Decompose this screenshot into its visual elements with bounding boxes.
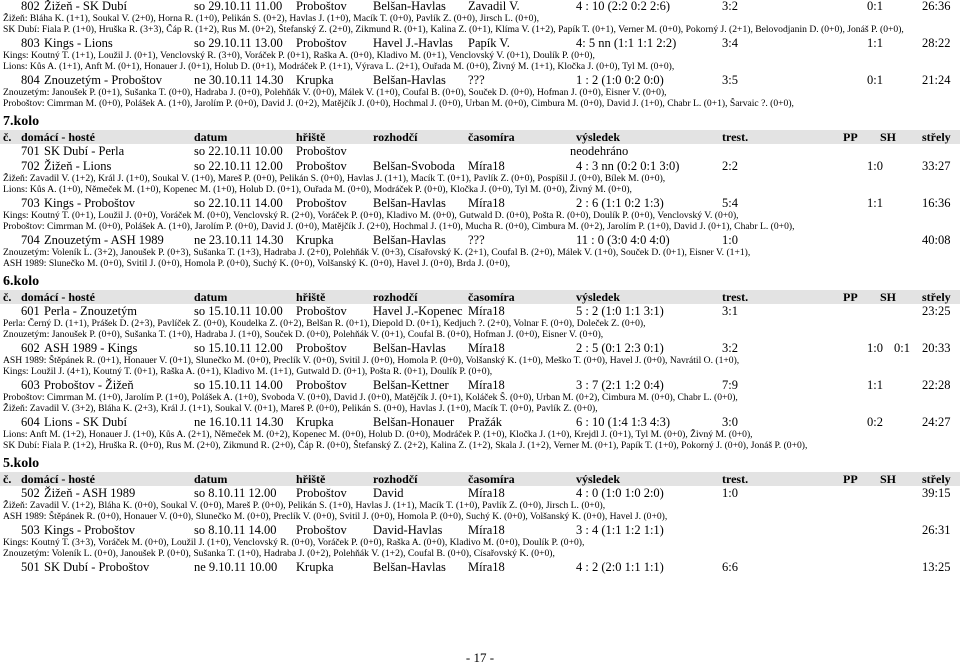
match-penalties: 1:0 xyxy=(722,486,738,500)
match-num: 804 xyxy=(21,73,40,87)
match-shots: 39:15 xyxy=(922,486,951,500)
header-vysledek: výsledek xyxy=(576,472,621,486)
match-teams: SK Dubí - Proboštov xyxy=(44,560,150,574)
match-teams: Proboštov - Žižeň xyxy=(44,378,134,392)
match-timekeeper: Míra18 xyxy=(468,560,505,574)
match-row xyxy=(0,74,960,87)
match-row xyxy=(0,160,960,173)
match-num: 502 xyxy=(21,486,40,500)
match-num: 503 xyxy=(21,523,40,537)
header-datum: datum xyxy=(194,130,228,144)
match-timekeeper: Míra18 xyxy=(468,341,505,355)
match-shots: 24:27 xyxy=(922,415,951,429)
match-penalties: 3:2 xyxy=(722,341,738,355)
match-result: 2 : 5 (0:1 2:3 0:1) xyxy=(576,341,664,355)
match-num: 701 xyxy=(21,144,40,158)
match-num: 803 xyxy=(21,36,40,50)
match-penalties: 6:6 xyxy=(722,560,738,574)
match-venue: Proboštov xyxy=(296,378,347,392)
round-title: 7.kolo xyxy=(3,114,40,129)
match-venue: Proboštov xyxy=(296,144,347,158)
match-date: so 22.10.11 12.00 xyxy=(194,159,283,173)
match-timekeeper: Míra18 xyxy=(468,159,505,173)
lineup-line: Žižeň: Zavadil V. (1+2), Král J. (1+0), Soukal V. (1+0), Mareš P. (0+0), Pelikán S. (0+0), Havlas J. (1+1), Macík T. (0+1), Pavlík Z. (0+0), Pospíšil J. (0+0), Bílek M. (0+0), xyxy=(3,173,666,184)
header-trest: trest. xyxy=(722,290,749,304)
match-timekeeper: ??? xyxy=(468,73,485,87)
match-teams: Žižeň - ASH 1989 xyxy=(44,486,136,500)
match-timekeeper: Zavadil V. xyxy=(468,0,520,13)
match-teams: Perla - Znouzetým xyxy=(44,304,138,318)
match-referee: David xyxy=(373,486,404,500)
match-row xyxy=(0,342,960,355)
header-domaci-hoste: domácí - hosté xyxy=(21,472,95,486)
header-casomira: časomíra xyxy=(468,290,515,304)
match-referee: Belšan-Svoboda xyxy=(373,159,455,173)
match-row xyxy=(0,37,960,50)
match-referee: David-Havlas xyxy=(373,523,443,537)
match-teams: Kings - Lions xyxy=(44,36,113,50)
match-venue: Proboštov xyxy=(296,486,347,500)
match-shots: 26:36 xyxy=(922,0,951,13)
match-shots: 33:27 xyxy=(922,159,951,173)
match-penalties: 3:4 xyxy=(722,36,738,50)
match-date: ne 30.10.11 14.30 xyxy=(194,73,284,87)
page-number: - 17 - xyxy=(465,650,495,665)
header-domaci-hoste: domácí - hosté xyxy=(21,130,95,144)
match-row xyxy=(0,416,960,429)
match-row xyxy=(0,0,960,13)
header-rozhodci: rozhodčí xyxy=(373,472,418,486)
lineup-line: Lions: Anft M. (1+2), Honauer J. (1+0), Kůs A. (2+1), Němeček M. (0+2), Kopenec M. (0+0), Holub D. (0+0), Modráček P. (1+0), Kločka J. (1+0), Krejdl J. (0+1), Tyl M. (0+0), Živný M. (0+0), xyxy=(3,429,753,440)
match-referee: Havel J.-Kopenec xyxy=(373,304,463,318)
match-pp: 1:1 xyxy=(867,196,883,210)
match-penalties: 3:0 xyxy=(722,415,738,429)
match-shots: 20:33 xyxy=(922,341,951,355)
header-pp: PP xyxy=(843,290,858,304)
match-venue: Proboštov xyxy=(296,196,347,210)
header-sh: SH xyxy=(880,130,897,144)
match-shots: 22:28 xyxy=(922,378,951,392)
match-result: 3 : 7 (2:1 1:2 0:4) xyxy=(576,378,664,392)
lineup-line: Proboštov: Cimrman M. (0+0), Polášek A. (1+0), Jarolím P. (0+0), David J. (0+0), Matějčík J. (2+0), Hochmal J. (1+0), Mucha R. (0+0), Cimbura M. (0+2), Jarolím P. (1+0), David J. (0+1), Chabr L. (0+0), xyxy=(3,221,795,232)
match-shots: 21:24 xyxy=(922,73,951,87)
match-row xyxy=(0,379,960,392)
header-trest: trest. xyxy=(722,472,749,486)
match-num: 604 xyxy=(21,415,40,429)
match-result: 2 : 6 (1:1 0:2 1:3) xyxy=(576,196,664,210)
match-timekeeper: Pražák xyxy=(468,415,503,429)
match-row xyxy=(0,305,960,318)
match-shots: 26:31 xyxy=(922,523,951,537)
match-venue: Proboštov xyxy=(296,341,347,355)
match-result: 4: 5 nn (1:1 1:1 2:2) xyxy=(576,36,677,50)
match-sh: 0:1 xyxy=(894,341,910,355)
match-teams: Lions - SK Dubí xyxy=(44,415,127,429)
match-venue: Krupka xyxy=(296,73,334,87)
round-title: 5.kolo xyxy=(3,456,40,471)
match-row xyxy=(0,524,960,537)
match-teams: Kings - Proboštov xyxy=(44,196,135,210)
match-referee: Belšan-Havlas xyxy=(373,233,446,247)
match-shots: 16:36 xyxy=(922,196,951,210)
match-result: 1 : 2 (1:0 0:2 0:0) xyxy=(576,73,664,87)
header-vysledek: výsledek xyxy=(576,130,621,144)
match-teams: Znouzetým - Proboštov xyxy=(44,73,163,87)
match-pp: 0:1 xyxy=(867,73,883,87)
match-date: so 8.10.11 14.00 xyxy=(194,523,277,537)
lineup-line: Kings: Koutný T. (0+1), Loužil J. (0+0), Voráček M. (0+0), Venclovský R. (2+0), Voráček P. (0+0), Kladivo M. (0+0), Gutwald D. (0+0), Pošta R. (0+0), Doulík P. (0+0), Venclovský V. (0+0), xyxy=(3,210,739,221)
header-c: č. xyxy=(3,130,12,144)
header-hriste: hřiště xyxy=(296,472,326,486)
header-casomira: časomíra xyxy=(468,130,515,144)
column-header-row xyxy=(0,290,960,304)
header-casomira: časomíra xyxy=(468,472,515,486)
match-referee: Belšan-Havlas xyxy=(373,73,446,87)
match-row xyxy=(0,234,960,247)
header-datum: datum xyxy=(194,472,228,486)
lineup-line: Kings: Koutný T. (1+1), Loužil J. (0+1), Venclovský R. (3+0), Voráček P. (0+1), Raška A. (0+0), Kladivo M. (0+1), Venclovský V. (0+1), Doulík P. (0+0), xyxy=(3,50,595,61)
match-teams: Žižeň - Lions xyxy=(44,159,112,173)
match-date: so 8.10.11 12.00 xyxy=(194,486,277,500)
header-rozhodci: rozhodčí xyxy=(373,290,418,304)
column-header-row xyxy=(0,130,960,144)
match-teams: SK Dubí - Perla xyxy=(44,144,125,158)
header-hriste: hřiště xyxy=(296,290,326,304)
header-sh: SH xyxy=(880,472,897,486)
lineup-line: Lions: Kůs A. (1+0), Němeček M. (1+0), Kopenec M. (1+0), Holub D. (0+1), Ouřada M. (0+0), Modráček P. (0+0), Kločka J. (0+0), Tyl M. (0+0), Živný M. (0+0), xyxy=(3,184,632,195)
match-penalties: 3:1 xyxy=(722,304,738,318)
match-venue: Proboštov xyxy=(296,36,347,50)
match-venue: Krupka xyxy=(296,560,334,574)
lineup-line: Lions: Kůs A. (1+1), Anft M. (0+1), Honauer J. (0+1), Holub D. (0+1), Modráček P. (1+1), Výrava L. (2+1), Ouřada M. (0+0), Živný M. (1+1), Kločka J. (0+0), Tyl M. (0+0), xyxy=(3,61,675,72)
match-referee: Belšan-Havlas xyxy=(373,196,446,210)
match-referee: Havel J.-Havlas xyxy=(373,36,453,50)
match-timekeeper: Míra18 xyxy=(468,486,505,500)
header-strely: střely xyxy=(922,130,951,144)
lineup-line: Kings: Koutný T. (3+3), Voráček M. (0+0), Loužil J. (1+0), Venclovský R. (0+0), Voráček P. (0+0), Raška A. (0+0), Kladivo M. (0+0), Doulík P. (0+0), xyxy=(3,537,585,548)
lineup-line: SK Dubí: Fiala P. (1+2), Hruška R. (0+0), Rus M. (2+0), Zikmund R. (2+0), Čáp R. (0+0), Štefanský Z. (2+2), Kalina Z. (1+2), Skala J. (1+2), Verner M. (0+1), Papík T. (1+0), Pokorný J. (0+0), Jonáš P. (0+0), xyxy=(3,440,808,451)
match-date: so 29.10.11 11.00 xyxy=(194,0,283,13)
match-teams: ASH 1989 - Kings xyxy=(44,341,138,355)
match-date: ne 23.10.11 14.30 xyxy=(194,233,284,247)
header-pp: PP xyxy=(843,130,858,144)
match-date: so 22.10.11 14.00 xyxy=(194,196,283,210)
match-num: 704 xyxy=(21,233,40,247)
lineup-line: Znouzetým: Voleník L. (0+0), Janoušek P. (0+0), Sušanka T. (1+0), Hadraba J. (0+2), Polehňák V. (1+2), Coufal B. (0+0), Císařovský K. (0+0), xyxy=(3,548,555,559)
lineup-line: ASH 1989: Slunečko M. (0+0), Svitil J. (0+0), Homola P. (0+0), Suchý K. (0+0), Volšanský K. (0+0), Havel J. (0+0), Brda J. (0+0), xyxy=(3,258,511,269)
match-timekeeper: Míra18 xyxy=(468,378,505,392)
match-num: 601 xyxy=(21,304,40,318)
match-timekeeper: Papík V. xyxy=(468,36,510,50)
match-date: so 15.10.11 10.00 xyxy=(194,304,283,318)
lineup-line: Žižeň: Zavadil V. (1+2), Bláha K. (0+0), Soukal V. (0+0), Mareš P. (0+0), Pelikán S. (1+0), Havlas J. (1+1), Macík T. (1+0), Pavlík Z. (0+0), Jirsch L. (0+0), xyxy=(3,500,606,511)
match-num: 501 xyxy=(21,560,40,574)
lineup-line: Perla: Černý D. (1+1), Prášek D. (2+3), Pavlíček Z. (0+0), Koudelka Z. (0+2), Belšan R. (0+1), Diepold D. (0+1), Kedjuch ?. (2+0), Volnar F. (0+0), Doleček Z. (0+0), xyxy=(3,318,646,329)
lineup-line: Proboštov: Cimrman M. (0+0), Polášek A. (1+0), Jarolím P. (0+0), David J. (0+2), Matějčík J. (0+0), Hochmal J. (0+0), Urban M. (0+0), Cimbura M. (0+0), David J. (1+0), Chabr L. (0+1), Šarvaic ?. (0+0), xyxy=(3,98,794,109)
match-shots: 13:25 xyxy=(922,560,951,574)
match-result: 5 : 2 (1:0 1:1 3:1) xyxy=(576,304,664,318)
match-venue: Krupka xyxy=(296,415,334,429)
header-strely: střely xyxy=(922,472,951,486)
match-date: so 29.10.11 13.00 xyxy=(194,36,283,50)
round-title: 6.kolo xyxy=(3,274,40,289)
match-result: 6 : 10 (1:4 1:3 4:3) xyxy=(576,415,671,429)
lineup-line: ASH 1989: Štěpánek R. (0+0), Honauer V. (0+0), Slunečko M. (0+0), Preclík V. (0+0), Svitil J. (0+0), Homola P. (0+0), Suchý K. (0+0), Volšanský K. (0+0), Havel J. (0+0), xyxy=(3,511,668,522)
match-penalties: 5:4 xyxy=(722,196,738,210)
match-result: 4 : 3 nn (0:2 0:1 3:0) xyxy=(576,159,680,173)
match-referee: Belšan-Havlas xyxy=(373,0,446,13)
header-trest: trest. xyxy=(722,130,749,144)
match-row xyxy=(0,145,960,158)
header-sh: SH xyxy=(880,290,897,304)
match-referee: Belšan-Kettner xyxy=(373,378,449,392)
match-penalties: 2:2 xyxy=(722,159,738,173)
match-pp: 1:0 xyxy=(867,341,883,355)
lineup-line: Žižeň: Bláha K. (1+1), Soukal V. (2+0), Horna R. (1+0), Pelikán S. (0+2), Havlas J. (1+0), Macík T. (0+0), Pavlík Z. (0+0), Jirsch L. (0+0), xyxy=(3,13,540,24)
match-venue: Proboštov xyxy=(296,0,347,13)
match-penalties: 3:2 xyxy=(722,0,738,13)
match-timekeeper: ??? xyxy=(468,233,485,247)
lineup-line: ASH 1989: Štěpánek R. (0+1), Honauer V. (0+1), Slunečko M. (0+0), Preclík V. (0+0), Svitil J. (0+0), Homola P. (0+0), Volšanský K. (1+0), Meško T. (0+0), Havel J. (0+0), Navrátil O. (1+0), xyxy=(3,355,740,366)
match-result: neodehráno xyxy=(570,144,629,158)
header-vysledek: výsledek xyxy=(576,290,621,304)
match-num: 603 xyxy=(21,378,40,392)
lineup-line: SK Dubí: Fiala P. (1+0), Hruška R. (3+3), Čáp R. (1+2), Rus M. (0+2), Štefanský Z. (2+0), Zikmund R. (0+1), Kalina Z. (0+1), Klíma V. (1+2), Papík T. (0+1), Verner M. (0+0), Pokorný J. (2+1), Belovodjanin D. (0+0), Jonáš P. (0+0), xyxy=(3,24,904,35)
match-penalties: 1:0 xyxy=(722,233,738,247)
match-referee: Belšan-Havlas xyxy=(373,341,446,355)
match-venue: Proboštov xyxy=(296,523,347,537)
match-result: 4 : 0 (1:0 1:0 2:0) xyxy=(576,486,664,500)
match-shots: 40:08 xyxy=(922,233,951,247)
match-penalties: 7:9 xyxy=(722,378,738,392)
column-header-row xyxy=(0,472,960,486)
match-num: 703 xyxy=(21,196,40,210)
match-teams: Znouzetým - ASH 1989 xyxy=(44,233,164,247)
match-date: ne 16.10.11 14.30 xyxy=(194,415,284,429)
match-pp: 1:1 xyxy=(867,36,883,50)
match-referee: Belšan-Honauer xyxy=(373,415,455,429)
match-num: 802 xyxy=(21,0,40,13)
match-result: 3 : 4 (1:1 1:2 1:1) xyxy=(576,523,664,537)
match-date: so 22.10.11 10.00 xyxy=(194,144,283,158)
match-date: ne 9.10.11 10.00 xyxy=(194,560,278,574)
match-penalties: 3:5 xyxy=(722,73,738,87)
match-result: 4 : 2 (2:0 1:1 1:1) xyxy=(576,560,664,574)
match-result: 4 : 10 (2:2 0:2 2:6) xyxy=(576,0,671,13)
match-row xyxy=(0,197,960,210)
match-timekeeper: Míra18 xyxy=(468,196,505,210)
match-row xyxy=(0,487,960,500)
match-venue: Krupka xyxy=(296,233,334,247)
lineup-line: Znouzetým: Janoušek P. (0+0), Sušanka T. (1+0), Hadraba J. (1+0), Souček D. (0+0), Polehňák V. (0+1), Coufal B. (0+0), Hofman J. (0+0), Eisner V. (0+0), xyxy=(3,329,604,340)
header-c: č. xyxy=(3,290,12,304)
match-date: so 15.10.11 12.00 xyxy=(194,341,283,355)
match-shots: 28:22 xyxy=(922,36,951,50)
lineup-line: Znouzetým: Voleník L. (3+2), Janoušek P. (0+3), Sušanka T. (1+3), Hadraba J. (2+0), Polehňák V. (0+3), Císařovský K. (2+1), Coufal B. (2+0), Málek V. (1+0), Souček D. (0+1), Eisner V. (1+1), xyxy=(3,247,751,258)
header-datum: datum xyxy=(194,290,228,304)
match-pp: 1:1 xyxy=(867,378,883,392)
lineup-line: Proboštov: Cimrman M. (1+0), Jarolím P. (1+0), Polášek A. (1+0), Svoboda V. (0+0), David J. (0+0), Matějčík J. (0+1), Koláček Š. (0+0), Urban M. (0+2), Cimbura M. (0+0), Chabr L. (0+0), xyxy=(3,392,738,403)
match-pp: 0:1 xyxy=(867,0,883,13)
match-shots: 23:25 xyxy=(922,304,951,318)
match-referee: Belšan-Havlas xyxy=(373,560,446,574)
header-pp: PP xyxy=(843,472,858,486)
match-row xyxy=(0,561,960,574)
match-pp: 0:2 xyxy=(867,415,883,429)
match-teams: Kings - Proboštov xyxy=(44,523,135,537)
match-num: 702 xyxy=(21,159,40,173)
match-timekeeper: Míra18 xyxy=(468,304,505,318)
header-strely: střely xyxy=(922,290,951,304)
header-hriste: hřiště xyxy=(296,130,326,144)
header-c: č. xyxy=(3,472,12,486)
match-pp: 1:0 xyxy=(867,159,883,173)
match-date: so 15.10.11 14.00 xyxy=(194,378,283,392)
lineup-line: Znouzetým: Janoušek P. (0+1), Sušanka T. (0+0), Hadraba J. (0+0), Polehňák V. (0+0), Málek V. (1+0), Coufal B. (0+0), Souček D. (0+0), Hofman J. (0+0), Eisner V. (0+0), xyxy=(3,87,667,98)
match-num: 602 xyxy=(21,341,40,355)
lineup-line: Kings: Loužil J. (4+1), Koutný T. (0+1), Raška A. (0+1), Kladivo M. (1+1), Gutwald D. (0+1), Pošta R. (0+1), Doulík P. (0+0), xyxy=(3,366,493,377)
match-timekeeper: Míra18 xyxy=(468,523,505,537)
match-teams: Žižeň - SK Dubí xyxy=(44,0,127,13)
header-rozhodci: rozhodčí xyxy=(373,130,418,144)
match-result: 11 : 0 (3:0 4:0 4:0) xyxy=(576,233,670,247)
match-venue: Proboštov xyxy=(296,304,347,318)
header-domaci-hoste: domácí - hosté xyxy=(21,290,95,304)
lineup-line: Žižeň: Zavadil V. (3+2), Bláha K. (2+3), Král J. (1+1), Soukal V. (0+1), Mareš P. (0+0), Pelikán S. (0+0), Havlas J. (1+0), Macík T. (0+0), Pavlík Z. (0+0), xyxy=(3,403,598,414)
match-venue: Proboštov xyxy=(296,159,347,173)
